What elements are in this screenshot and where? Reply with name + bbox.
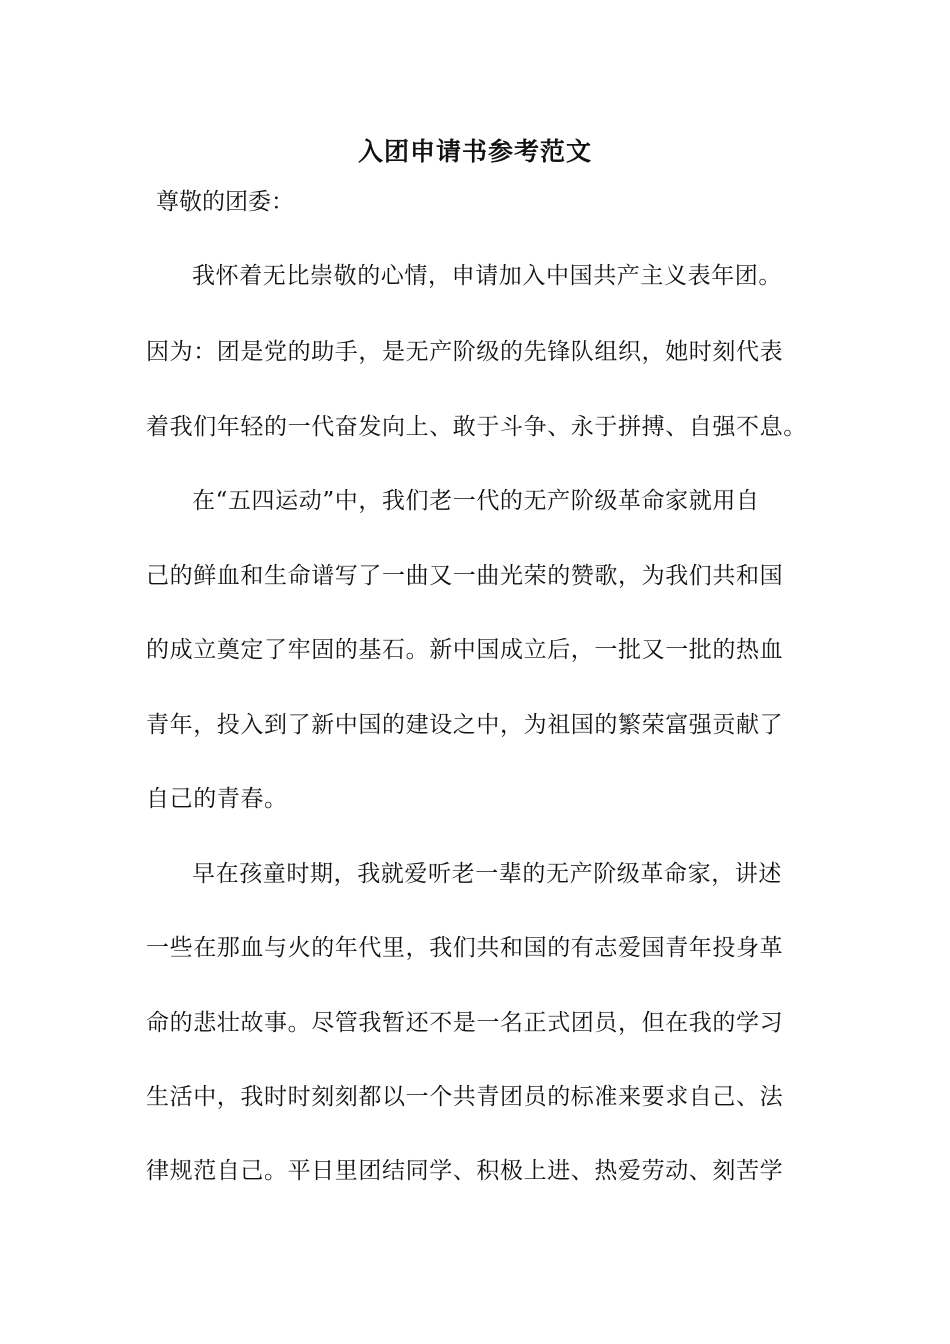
paragraph-line: 生活中，我时时刻刻都以一个共青团员的标准来要求自己、法 — [146, 1084, 784, 1110]
paragraph-line: 的成立奠定了牢固的基石。新中国成立后，一批又一批的热血 — [146, 637, 784, 663]
paragraph-line: 早在孩童时期，我就爱听老一辈的无产阶级革命家，讲述 — [192, 861, 782, 887]
paragraph-line: 我怀着无比崇敬的心情，申请加入中国共产主义表年团。 — [192, 263, 782, 289]
paragraph-line: 着我们年轻的一代奋发向上、敢于斗争、永于拼搏、自强不息。 — [146, 414, 807, 440]
document-title: 入团申请书参考范文 — [357, 137, 592, 166]
paragraph-line: 在“五四运动”中，我们老一代的无产阶级革命家就用自 — [192, 488, 760, 514]
paragraph-line: 一些在那血与火的年代里，我们共和国的有志爱国青年投身革 — [146, 935, 784, 961]
salutation: 尊敬的团委： — [156, 189, 294, 215]
paragraph-line: 律规范自己。平日里团结同学、积极上进、热爱劳动、刻苦学 — [146, 1158, 784, 1184]
paragraph-line: 因为：团是党的助手，是无产阶级的先锋队组织，她时刻代表 — [146, 339, 784, 365]
paragraph-line: 命的悲壮故事。尽管我暂还不是一名正式团员，但在我的学习 — [146, 1010, 784, 1036]
paragraph-line: 自己的青春。 — [146, 786, 288, 812]
paragraph-line: 己的鲜血和生命谱写了一曲又一曲光荣的赞歌，为我们共和国 — [146, 563, 784, 589]
paragraph-line: 青年，投入到了新中国的建设之中，为祖国的繁荣富强贡献了 — [146, 712, 784, 738]
